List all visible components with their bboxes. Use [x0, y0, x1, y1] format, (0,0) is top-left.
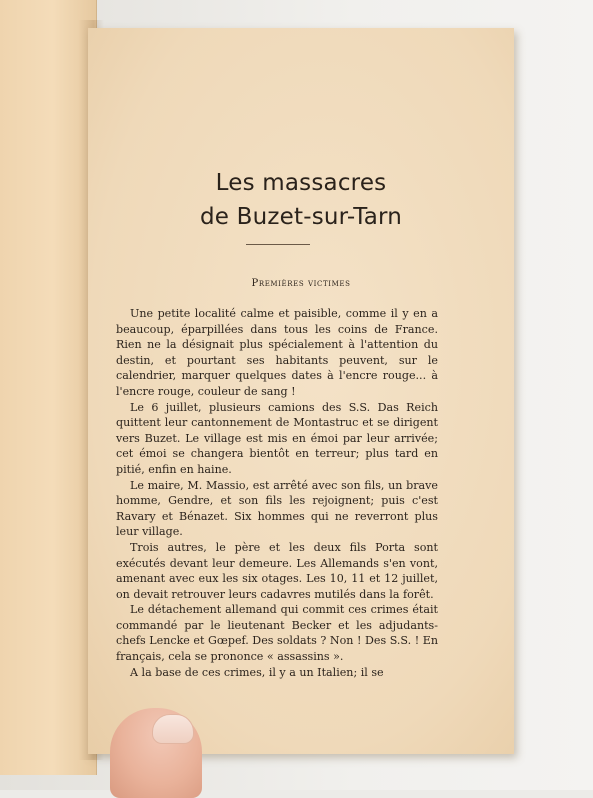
paragraph: Le 6 juillet, plusieurs camions des S.S. Das Reich quittent leur cantonnement de Montastruc et se dirigent vers Buzet. Le village est mis en émoi par leur arrivée; cet émoi se changera bientôt en terreur; plus tard en pitié, enfin en haine.	[116, 400, 438, 476]
page-title-line-2: de Buzet-sur-Tarn	[199, 204, 403, 230]
paragraph: Le détachement allemand qui commit ces crimes était commandé par le lieutenant Becker et les adjudants-chefs Lencke et Gœpef. Des soldats ? Non ! Des S.S. ! En français, cela se prononce « assassins ».	[116, 603, 438, 664]
section-heading: Premières victimes	[251, 278, 351, 289]
thumb-nail	[152, 714, 194, 744]
body-text	[116, 306, 438, 680]
page-title-line-1: Les massacres	[215, 170, 387, 196]
paragraph: Trois autres, le père et les deux fils Porta sont exécutés devant leur demeure. Les Allemands s'en vont, amenant avec eux les six otages. Les 10, 11 et 12 juillet, on devait retrouver leurs cadavres mutilés dans la forêt.	[116, 540, 438, 601]
book-page	[88, 28, 514, 754]
title-divider	[246, 244, 310, 245]
paragraph: Une petite localité calme et paisible, comme il y en a beaucoup, éparpillées dans tous les coins de France. Rien ne la désignait plus spécialement à l'attention du destin, et pourtant ses habitants peuvent, sur le calendrier, marquer quelques dates à l'encre rouge... à l'encre rouge, couleur de sang !	[116, 307, 438, 398]
paragraph: A la base de ces crimes, il y a un Italien; il se	[130, 665, 384, 679]
paragraph: Le maire, M. Massio, est arrêté avec son fils, un brave homme, Gendre, et son fils les rejoignent; puis c'est Ravary et Bénazet. Six hommes qui ne reverront plus leur village.	[116, 478, 438, 539]
